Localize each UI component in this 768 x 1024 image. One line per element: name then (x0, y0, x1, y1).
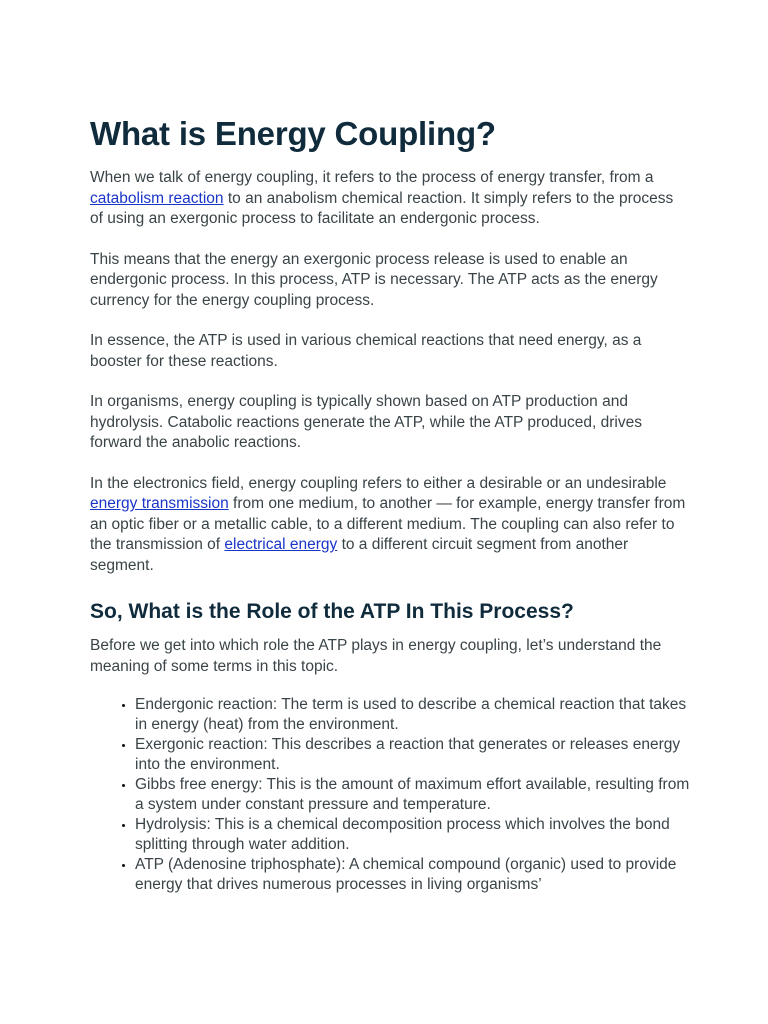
list-item: • Hydrolysis: This is a chemical decomposition process which involves the bond splitting through water addition. (135, 815, 690, 855)
electronics-text-2: from one medium, to another — for example, energy transfer from an optic fiber or a metallic cable, to a different medium. The coupling can also refer to the transmission of (90, 495, 686, 553)
electronics-paragraph (90, 474, 690, 577)
catabolism-reaction-link[interactable]: catabolism reaction (90, 189, 224, 207)
page-title: What is Energy Coupling? (90, 115, 496, 152)
section-heading: So, What is the Role of the ATP In This Process? (90, 600, 574, 623)
list-item: • Gibbs free energy: This is the amount of maximum effort available, resulting from a system under constant pressure and temperature. (135, 775, 690, 815)
terms-list (90, 695, 690, 895)
intro-text-before: When we talk of energy coupling, it refers to the process of energy transfer, from a (90, 169, 654, 186)
organisms-paragraph: In organisms, energy coupling is typically shown based on ATP production and hydrolysis. Catabolic reactions generate the ATP, while the ATP produced, drives forward the anabolic reactions. (90, 393, 642, 451)
list-item: • ATP (Adenosine triphosphate): A chemical compound (organic) used to provide energy that drives numerous processes in living organisms’ (135, 855, 690, 895)
intro-text-after: to an anabolism chemical reaction. It simply refers to the process of using an exergonic process to facilitate an endergonic process. (90, 189, 674, 227)
atp-booster-paragraph: In essence, the ATP is used in various chemical reactions that need energy, as a booster for these reactions. (90, 332, 642, 370)
energy-transmission-link[interactable]: energy transmission (90, 495, 229, 512)
terms-intro-paragraph: Before we get into which role the ATP plays in energy coupling, let’s understand the meaning of some terms in this topic. (90, 637, 662, 675)
electrical-energy-link[interactable]: electrical energy (224, 536, 338, 553)
exergonic-paragraph: This means that the energy an exergonic process release is used to enable an endergonic process. In this process, ATP is necessary. The ATP acts as the energy currency for the energy coupling process. (90, 250, 658, 309)
list-item: • Exergonic reaction: This describes a reaction that generates or releases energy into the environment. (135, 735, 690, 775)
document-page (90, 112, 690, 895)
electronics-text-3: to a different circuit segment from another segment. (90, 536, 629, 574)
electronics-text-1: In the electronics field, energy coupling refers to either a desirable or an undesirable (90, 474, 667, 492)
intro-paragraph (90, 168, 690, 230)
list-item: • Endergonic reaction: The term is used to describe a chemical reaction that takes in energy (heat) from the environment. (135, 695, 690, 735)
